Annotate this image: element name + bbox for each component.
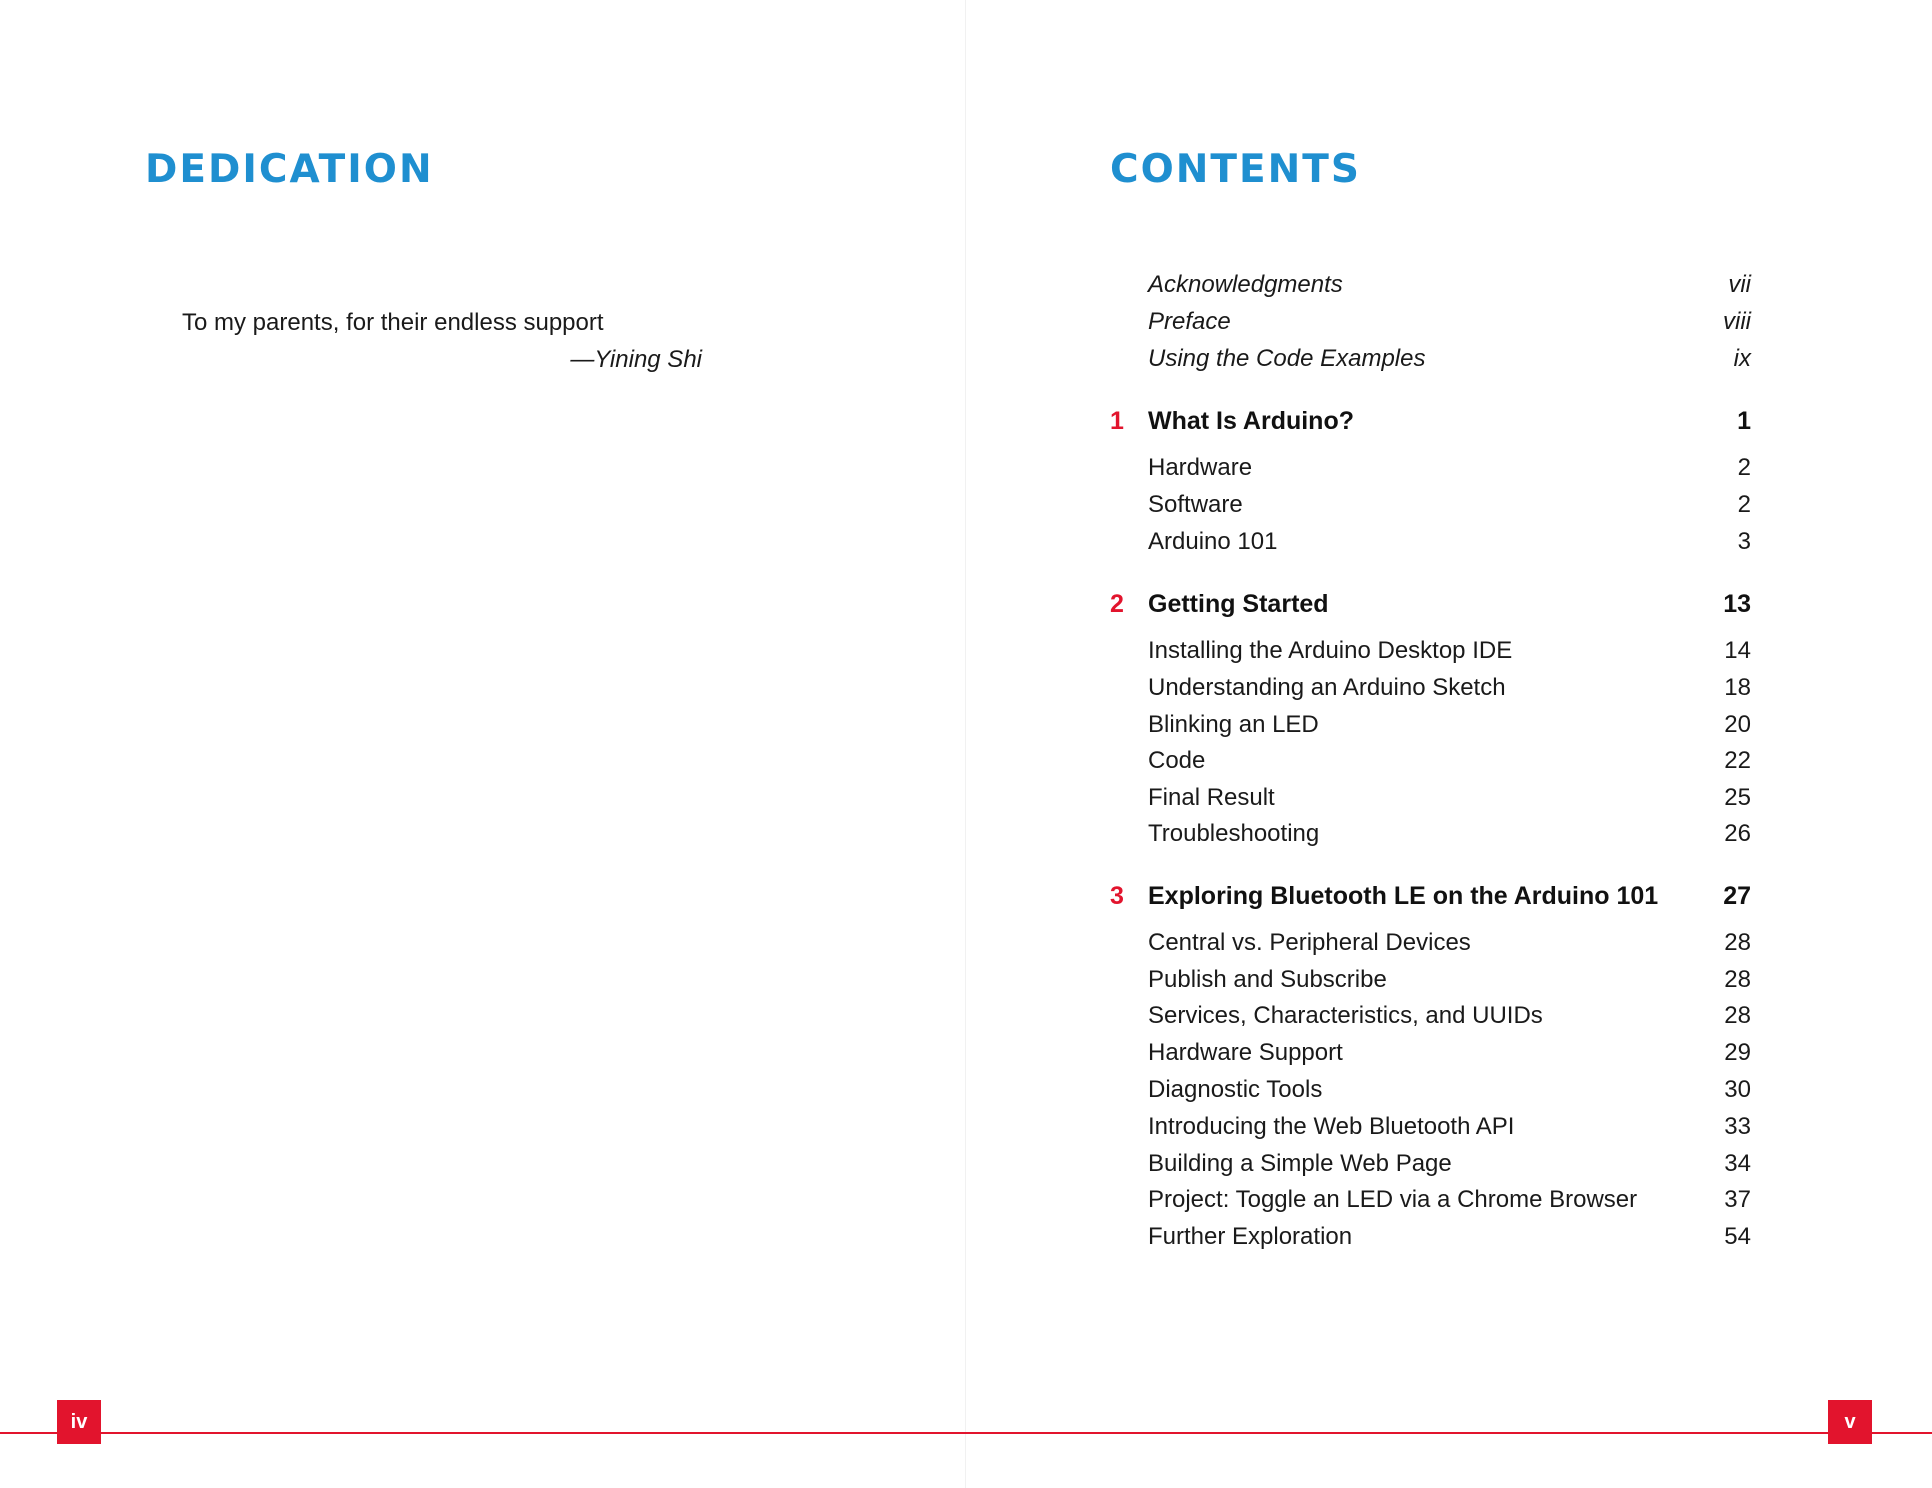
toc-entry-page: 26 [1724,819,1751,847]
toc-chapter-2[interactable] [1110,586,1751,623]
toc-entry-page: 3 [1737,527,1751,555]
toc-entry[interactable] [1148,1071,1751,1108]
toc-entry[interactable] [1148,669,1751,706]
toc-entry[interactable] [1148,340,1751,377]
toc-entry[interactable] [1148,486,1751,523]
toc-entry[interactable] [1148,779,1751,816]
left-page [0,0,965,1488]
toc-entry-title: Code [1148,746,1206,774]
chapter-title: What Is Arduino? [1148,407,1354,435]
toc-entry[interactable] [1148,1145,1751,1182]
toc-entry[interactable] [1148,997,1751,1034]
toc-entry-title: Hardware [1148,453,1253,481]
page-number-right: v [1828,1400,1872,1444]
dedication-heading: DEDICATION [145,147,434,192]
toc-entry-page: 2 [1737,490,1751,518]
toc-entry-title: Using the Code Examples [1148,344,1426,372]
toc-entry-page: 29 [1724,1038,1751,1066]
toc-entry-page: 33 [1724,1112,1751,1140]
toc-entry-title: Arduino 101 [1148,527,1278,555]
chapter-page: 13 [1723,590,1751,618]
toc-entry-page: 28 [1724,1001,1751,1029]
toc-entry-page: 28 [1724,965,1751,993]
toc-entry-page: 34 [1724,1149,1751,1177]
toc-entry[interactable] [1148,1181,1751,1218]
toc-entry[interactable] [1148,1218,1751,1255]
toc-entry-page: viii [1723,307,1751,335]
chapter-page: 1 [1737,407,1751,435]
dedication-signature: —Yining Shi [570,346,702,373]
toc-entry[interactable] [1148,742,1751,779]
toc-entry-page: 22 [1724,746,1751,774]
toc-entry-page: 30 [1724,1075,1751,1103]
toc-entry[interactable] [1148,523,1751,560]
chapter-number: 2 [1110,590,1124,618]
toc-entry[interactable] [1148,266,1751,303]
toc-entry[interactable] [1148,1034,1751,1071]
toc-entry[interactable] [1148,632,1751,669]
toc-entry-page: vii [1728,270,1751,298]
toc-entry-title: Project: Toggle an LED via a Chrome Browser [1148,1185,1638,1213]
toc-entry[interactable] [1148,1108,1751,1145]
toc-entry-title: Diagnostic Tools [1148,1075,1323,1103]
toc-entry-page: 14 [1724,636,1751,664]
toc-entry-page: 25 [1724,783,1751,811]
right-page [965,0,1932,1488]
chapter-title: Getting Started [1148,590,1329,618]
toc-entry[interactable] [1148,303,1751,340]
toc-entry-title: Software [1148,490,1243,518]
page-number-left: iv [57,1400,101,1444]
toc-entry-title: Services, Characteristics, and UUIDs [1148,1001,1543,1029]
toc-entry-title: Hardware Support [1148,1038,1343,1066]
toc-entry[interactable] [1148,449,1751,486]
footer-rule [0,1432,1932,1434]
toc-entry-page: 20 [1724,710,1751,738]
chapter-page: 27 [1723,882,1751,910]
toc-entry[interactable] [1148,924,1751,961]
toc-entry-page: 37 [1724,1185,1751,1213]
chapter-title: Exploring Bluetooth LE on the Arduino 101 [1148,882,1659,910]
toc-entry-page: 28 [1724,928,1751,956]
toc-entry-title: Acknowledgments [1148,270,1343,298]
toc-entry-title: Troubleshooting [1148,819,1320,847]
toc-chapter-3[interactable] [1110,878,1751,915]
toc-chapter-1[interactable] [1110,403,1751,440]
toc-entry-title: Understanding an Arduino Sketch [1148,673,1506,701]
toc-entry-title: Further Exploration [1148,1222,1353,1250]
toc-entry-title: Preface [1148,307,1231,335]
dedication-text: To my parents, for their endless support [182,309,604,336]
chapter-number: 3 [1110,882,1124,910]
toc-entry[interactable] [1148,815,1751,852]
toc-entry[interactable] [1148,706,1751,743]
toc-entry-title: Introducing the Web Bluetooth API [1148,1112,1515,1140]
toc-entry[interactable] [1148,961,1751,998]
toc-entry-page: 54 [1724,1222,1751,1250]
contents-heading: CONTENTS [1110,147,1361,192]
toc-entry-title: Installing the Arduino Desktop IDE [1148,636,1513,664]
chapter-number: 1 [1110,407,1124,435]
toc-entry-title: Final Result [1148,783,1275,811]
toc-entry-page: 18 [1724,673,1751,701]
toc-entry-page: 2 [1737,453,1751,481]
toc-entry-title: Publish and Subscribe [1148,965,1387,993]
toc-entry-page: ix [1733,344,1751,372]
toc-entry-title: Central vs. Peripheral Devices [1148,928,1471,956]
toc-entry-title: Blinking an LED [1148,710,1319,738]
toc-entry-title: Building a Simple Web Page [1148,1149,1452,1177]
